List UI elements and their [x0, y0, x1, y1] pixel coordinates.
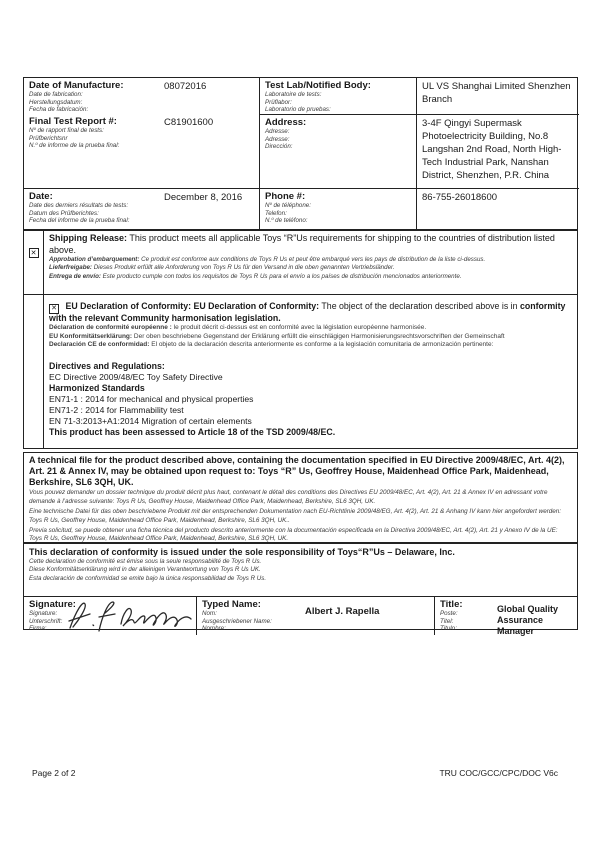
shipping-release-text: Shipping Release: This product meets all applicable Toys “R”Us requirements for shipping to the countries of distribution listed above. [49, 233, 555, 255]
release-declaration-table [23, 230, 578, 449]
eu-declaration-sub-es: Declaración CE de conformidad: El objeto de la declaración descrita anteriormente es conforme a la legislación comunitaria de armonización pertinente: [49, 341, 494, 349]
date-sub-de: Datum des Prüfberichtes: [29, 209, 99, 217]
final-test-report-value: C81901600 [164, 117, 214, 128]
test-lab-label-cell [259, 78, 416, 114]
date-sub-fr: Date des derniers résultats de tests: [29, 202, 129, 209]
responsibility-sub-de: Diese Konformitätserklärung wird in der alleinigen Verantwortung von Toys R Us UK. [29, 566, 261, 574]
phone-sub-de: Telefon: [265, 209, 287, 217]
date-of-manufacture-sub-de: Herstellungsdatum: [29, 98, 83, 106]
technical-file-translation-de: Eine technische Datei für das oben beschriebene Produkt mit der entsprechenden Dokumentation nach EU-Richtlinie 2009/48/EG, Art. 4(2), Art. 21 & Anhang IV kann hier angefordert werden: Toys R Us, Geoffrey House, Maidenhead Office Park, Maidenhead, Berkshire, SL6 3QH, UK.. [29, 508, 562, 524]
document-code: TRU COC/GCC/CPC/DOC V6c [439, 768, 558, 778]
final-test-report-sub-es: N.º de informe de la prueba final: [29, 142, 120, 150]
date-of-manufacture-label-cell [24, 78, 159, 114]
title-value: Global Quality Assurance Manager [497, 604, 559, 636]
phone-sub-fr: Nº de téléphone: [265, 202, 311, 209]
address-value: 3-4F Qingyi Supermask Photoelectricity Building, No.8 Langshan 2nd Road, North High-Tech Industrial Park, Nanshan District, Shenzhen, P.R. China [416, 114, 579, 188]
directives-heading: Directives and Regulations: [49, 360, 165, 371]
shipping-release-checkbox-cell [24, 231, 44, 294]
eu-declaration-cell [44, 294, 577, 448]
typed-name-sub-de: Ausgeschriebener Name: [202, 617, 272, 625]
phone-label-cell [259, 188, 416, 229]
eu-declaration-label: EU Declaration of Conformity: EU Declaration of Conformity: [65, 301, 320, 311]
eu-declaration-sub-de: EU Konformitätserklärung: Der oben beschriebene Gegenstand der Erklärung erfüllt die einschlägigen Harmonisierungsrechtsvorschriften der Gemeinschaft [49, 332, 505, 340]
responsibility-sub-fr: Cette declaration de conformité est émise sous la seule responsabilité de Toys R Us. [29, 558, 262, 565]
signature-sub-fr: Signature: [29, 610, 58, 617]
signature-label: Signature: [29, 599, 76, 610]
shipping-release-label: Shipping Release: [49, 233, 128, 243]
test-lab-sub-es: Laboratorio de pruebas: [265, 106, 331, 114]
directives-block [49, 361, 572, 438]
page-number: Page 2 of 2 [32, 768, 76, 778]
test-lab-label: Test Lab/Notified Body: [265, 80, 371, 91]
date-of-manufacture-value: 08072016 [164, 81, 207, 92]
phone-label: Phone #: [265, 191, 306, 202]
final-test-report-sub-fr: Nº de rapport final de tests: [29, 127, 104, 134]
address-label: Address: [265, 117, 307, 128]
date-label: Date: [29, 191, 53, 202]
test-lab-sub-fr: Laboratoire de tests: [265, 91, 322, 98]
info-table [23, 77, 578, 230]
shipping-release-sub-es: Entrega de envío: Este producto cumple con todos los requisitos de Toys R Us para el envío a los países de distribución mencionados anteriormente. [49, 272, 462, 280]
test-lab-sub-de: Prüflabor: [265, 98, 292, 106]
signature-sub-es: Firma: [29, 625, 47, 633]
directive-line: EC Directive 2009/48/EC Toy Safety Directive [49, 371, 223, 382]
technical-file-translation-es: Previa solicitud, se puede obtener una ficha técnica del producto descrito anteriormente con la documentación especificada en la Directiva 2009/48/EC, Art. 4(2), Art. 21 y Anexo IV de la UE: Toys R Us, Geoffrey House, Maidenhead Office Park, Maidenhead, Berkshire, SL6 3QH, UK. [29, 527, 558, 543]
assessment-line: This product has been assessed to Article 18 of the TSD 2009/48/EC. [49, 426, 336, 437]
title-cell [434, 597, 577, 635]
signature-image [66, 595, 194, 633]
eu-declaration-text: ✕ EU Declaration of Conformity: EU Declaration of Conformity: The object of the declaration described above is in conformity with the relevant Community harmonisation legislation. [49, 301, 566, 323]
final-test-report-label: Final Test Report #: [29, 116, 117, 127]
title-label: Title: [440, 599, 463, 610]
responsibility-block [24, 544, 577, 596]
typed-name-sub-fr: Nom: [202, 610, 217, 617]
shipping-release-cell [44, 231, 577, 294]
phone-sub-es: N.º de teléfono: [265, 217, 308, 225]
date-label-cell [24, 188, 159, 229]
technical-file-translation-fr: Vous pouvez demander un dossier technique du produit décrit plus haut, contenant le détail des conditions des Directives EU 2009/48/EC, Art. 4(2), Art. 21 & Annex IV en adressant votre demande à l’adresse suivante: Toys R Us, Geoffrey House, Maidenhead Office Park, Maidenhead, Berkshire, SL6 3QH, UK. [29, 489, 548, 505]
typed-name-label: Typed Name: [202, 599, 261, 610]
address-sub-es: Dirección: [265, 143, 293, 151]
test-lab-value: UL VS Shanghai Limited Shenzhen Branch [416, 78, 579, 114]
typed-name-cell [196, 597, 434, 635]
date-of-manufacture-sub-fr: Date de fabrication: [29, 91, 83, 98]
harmonized-standards-heading: Harmonized Standards [49, 382, 145, 393]
title-sub-fr: Poste: [440, 610, 458, 617]
typed-name-sub-es: Nombre: [202, 625, 226, 633]
signature-row [24, 596, 577, 636]
eu-declaration-checkbox[interactable]: ✕ [49, 304, 59, 314]
technical-file-box [23, 452, 578, 543]
eu-declaration-sub-fr: Déclaration de conformité européenne : le produit décrit ci-dessus est en conformité avec la législation européenne harmonisée. [49, 324, 427, 331]
final-test-report-sub-de: Prüfberichtsnr [29, 134, 68, 142]
technical-file-text: A technical file for the product described above, containing the documentation specified in EU Directive 2009/48/EC, Art. 4(2), Art. 21 & Annex IV, may be obtained upon request to: Toys “R” Us, Geoffrey House, Maidenhead Office Park, Maidenhead, Berkshire, SL6 3QH, UK. [29, 455, 565, 487]
eu-declaration-left-cell [24, 294, 44, 448]
signature-sub-de: Unterschrift: [29, 617, 63, 625]
shipping-release-sub-fr: Approbation d’embarquement: Ce produit est conforme aux conditions de Toys R Us et peut être embarqué vers les pays de distribution de la liste ci-dessus. [49, 256, 486, 263]
address-sub-de: Adresse: [265, 135, 290, 143]
date-of-manufacture-sub-es: Fecha de fabricación: [29, 106, 89, 114]
title-sub-es: Titulo: [440, 625, 457, 633]
signature-cell [24, 597, 196, 635]
title-sub-de: Titel: [440, 617, 454, 625]
address-sub-fr: Adresse: [265, 128, 290, 135]
typed-name-value: Albert J. Rapella [305, 606, 380, 617]
date-sub-es: Fecha del informe de la prueba final: [29, 217, 130, 225]
standard-line: EN 71-3:2013+A1:2014 Migration of certain elements [49, 415, 252, 426]
final-test-report-label-cell [24, 114, 159, 188]
standard-line: EN71-1 : 2014 for mechanical and physical properties [49, 393, 254, 404]
standard-line: EN71-2 : 2014 for Flammability test [49, 404, 184, 415]
phone-value: 86-755-26018600 [416, 188, 579, 229]
responsibility-sub-es: Esta declaración de conformidad se emite bajo la única responsabilidad de Toys R Us. [29, 574, 267, 582]
shipping-release-sub-de: Lieferfreigabe: Dieses Produkt erfüllt alle Anforderung von Toys R Us für den Versand in die oben genannten Vertriebsländer. [49, 264, 395, 272]
date-value: December 8, 2016 [159, 188, 259, 229]
address-label-cell [259, 114, 416, 188]
responsibility-signature-box [23, 543, 578, 636]
shipping-release-checkbox[interactable]: ✕ [29, 248, 39, 258]
responsibility-text: This declaration of conformity is issued under the sole responsibility of Toys“R”Us – Delaware, Inc. [29, 547, 455, 557]
date-of-manufacture-label: Date of Manufacture: [29, 80, 124, 91]
